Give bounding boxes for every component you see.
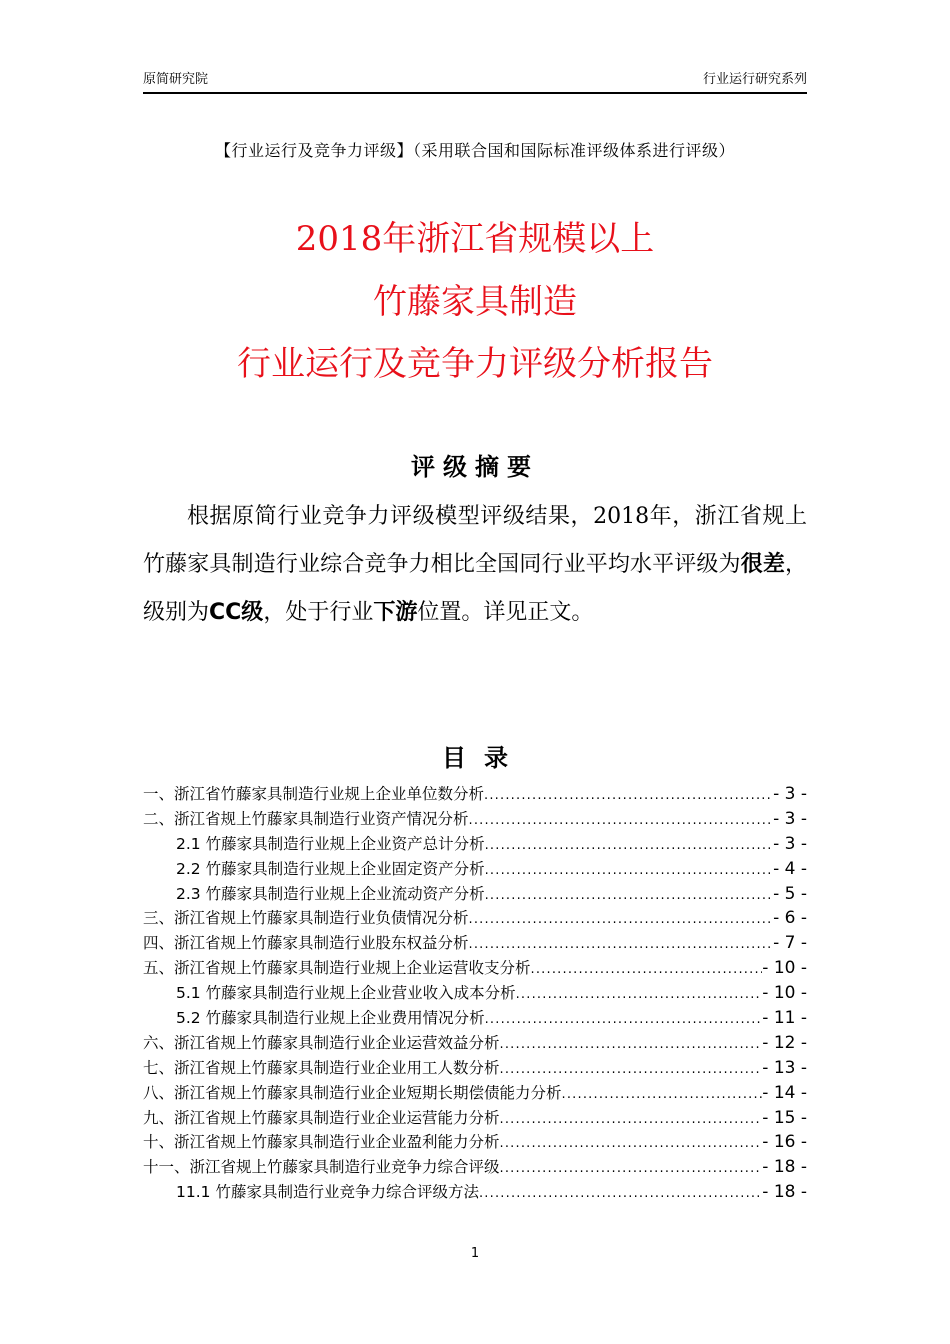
toc-item-label: 四、浙江省规上竹藤家具制造行业股东权益分析	[143, 934, 469, 953]
toc-item-page: - 12 -	[762, 1032, 807, 1053]
toc-item-label: 5.1 竹藤家具制造行业规上企业营业收入成本分析	[176, 984, 516, 1003]
summary-rating-level: 很差	[740, 552, 785, 577]
toc-item-label: 五、浙江省规上竹藤家具制造行业规上企业运营收支分析	[143, 959, 531, 978]
toc-item-page: - 3 -	[773, 808, 807, 829]
toc-leader-dots	[500, 1161, 763, 1176]
toc-item-page: - 10 -	[762, 958, 807, 979]
toc-item-label: 六、浙江省规上竹藤家具制造行业企业运营效益分析	[143, 1033, 500, 1052]
toc-item-label: 八、浙江省规上竹藤家具制造行业企业短期长期偿债能力分析	[143, 1083, 562, 1102]
toc-item-page: - 3 -	[773, 784, 807, 804]
toc-item-page: - 7 -	[773, 933, 807, 954]
toc-item[interactable]	[143, 832, 807, 857]
toc-item[interactable]	[143, 782, 807, 807]
toc-item[interactable]	[143, 1106, 807, 1131]
toc-item-label: 2.2 竹藤家具制造行业规上企业固定资产分析	[176, 859, 485, 878]
toc-item[interactable]	[143, 1155, 807, 1180]
toc-leader-dots	[500, 1062, 763, 1077]
summary-text-3: ，处于行业	[263, 600, 374, 625]
toc-item-label: 七、浙江省规上竹藤家具制造行业企业用工人数分析	[143, 1058, 500, 1077]
toc-item[interactable]	[143, 1180, 807, 1205]
summary-rating-grade: CC级	[209, 600, 264, 625]
toc-leader-dots	[469, 937, 774, 952]
toc-item-page: - 4 -	[773, 858, 807, 879]
toc-item-page: - 13 -	[762, 1057, 807, 1078]
toc-item-label: 二、浙江省规上竹藤家具制造行业资产情况分析	[143, 809, 469, 828]
toc-item-label: 2.1 竹藤家具制造行业规上企业资产总计分析	[176, 834, 485, 853]
toc-item-page: - 11 -	[762, 1008, 807, 1029]
toc-leader-dots	[485, 838, 774, 853]
header-publisher: 原简研究院	[143, 72, 209, 87]
toc-item-page: - 10 -	[762, 983, 807, 1004]
summary-text-2: ，级别为	[143, 552, 807, 625]
summary-position: 下游	[373, 600, 418, 625]
toc-item-page: - 15 -	[762, 1107, 807, 1128]
toc-item-page: - 5 -	[773, 883, 807, 904]
toc-leader-dots	[469, 912, 774, 927]
toc-leader-dots	[516, 987, 763, 1002]
toc-leader-dots	[485, 1012, 763, 1027]
toc-leader-dots	[469, 813, 774, 828]
toc-item[interactable]	[143, 956, 807, 981]
toc-item-page: - 6 -	[773, 908, 807, 929]
page-header	[143, 66, 807, 94]
toc-item[interactable]	[143, 1130, 807, 1155]
toc-leader-dots	[562, 1087, 763, 1102]
toc-item-label: 十一、浙江省规上竹藤家具制造行业竞争力综合评级	[143, 1158, 500, 1177]
toc-item[interactable]	[143, 1031, 807, 1056]
toc-item-page: - 14 -	[762, 1082, 807, 1103]
summary-heading: 评级摘要	[411, 453, 539, 481]
toc-leader-dots	[531, 962, 763, 977]
toc-item-page: - 18 -	[762, 1182, 807, 1203]
toc-item-label: 一、浙江省竹藤家具制造行业规上企业单位数分析	[143, 785, 485, 803]
summary-paragraph	[143, 493, 807, 637]
toc-item-label: 三、浙江省规上竹藤家具制造行业负债情况分析	[143, 909, 469, 928]
toc-item[interactable]	[143, 1006, 807, 1031]
table-of-contents	[143, 782, 807, 1205]
toc-leader-dots	[500, 1037, 763, 1052]
toc-item[interactable]	[143, 906, 807, 931]
toc-leader-dots	[500, 1112, 763, 1127]
toc-item[interactable]	[143, 981, 807, 1006]
toc-item-label: 十、浙江省规上竹藤家具制造行业企业盈利能力分析	[143, 1133, 500, 1152]
toc-item-page: - 3 -	[773, 833, 807, 854]
report-title-line-3: 行业运行及竞争力评级分析报告	[237, 344, 713, 384]
toc-item-label: 九、浙江省规上竹藤家具制造行业企业运营能力分析	[143, 1108, 500, 1127]
toc-leader-dots	[485, 888, 774, 903]
header-series: 行业运行研究系列	[702, 72, 807, 87]
toc-item-label: 5.2 竹藤家具制造行业规上企业费用情况分析	[176, 1009, 485, 1028]
toc-leader-dots	[485, 863, 774, 878]
toc-item-page: - 18 -	[762, 1157, 807, 1178]
toc-item[interactable]	[143, 1081, 807, 1106]
toc-item[interactable]	[143, 1056, 807, 1081]
toc-item-page: - 16 -	[762, 1132, 807, 1153]
toc-item[interactable]	[143, 931, 807, 956]
toc-heading: 目录	[442, 744, 526, 772]
toc-item-label: 11.1 竹藤家具制造行业竞争力综合评级方法	[176, 1183, 479, 1202]
toc-item[interactable]	[143, 857, 807, 882]
toc-item[interactable]	[143, 882, 807, 907]
report-title-line-1: 2018年浙江省规模以上	[295, 219, 655, 259]
summary-text-1: 根据原简行业竞争力评级模型评级结果，2018年，浙江省规上竹藤家具制造行业综合竞争力相比全国同行业平均水平评级为	[143, 504, 807, 577]
summary-text-4: 位置。详见正文。	[417, 600, 594, 625]
toc-leader-dots	[479, 1186, 762, 1201]
toc-item-label: 2.3 竹藤家具制造行业规上企业流动资产分析	[176, 884, 485, 903]
toc-item[interactable]	[143, 807, 807, 832]
report-title-line-2: 竹藤家具制造	[373, 282, 577, 322]
toc-leader-dots	[484, 788, 773, 803]
toc-leader-dots	[500, 1136, 763, 1151]
page-number: 1	[470, 1246, 480, 1261]
rating-label: 【行业运行及竞争力评级】（采用联合国和国际标准评级体系进行评级）	[214, 141, 735, 160]
